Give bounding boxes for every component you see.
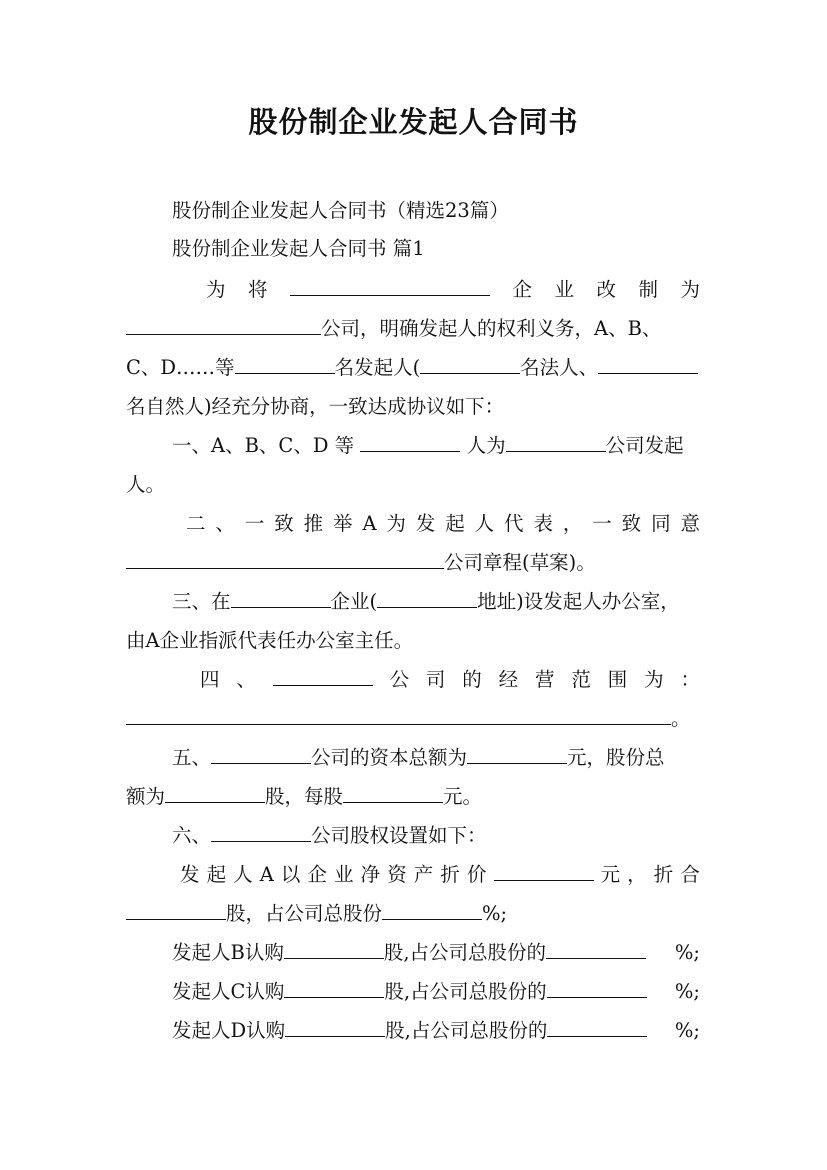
blank-field	[235, 353, 335, 374]
blank-field	[211, 743, 311, 764]
subscription-text	[172, 938, 646, 968]
p3-char: 人	[474, 512, 495, 535]
subscription-label: 发起人B认购	[172, 941, 284, 964]
p5-line2	[126, 704, 691, 734]
p1-line1	[206, 275, 700, 305]
subscription-percent: %;	[674, 941, 700, 964]
document-subtitle: 股份制企业发起人合同书（精选23篇）	[172, 199, 509, 222]
p6-text: 元，股份总	[567, 746, 665, 769]
p5-char: 经	[498, 668, 519, 691]
p3-text: 公司章程(草案)。	[444, 551, 596, 574]
p3-char: 同	[651, 512, 671, 535]
blank-field	[284, 977, 384, 998]
blank-field	[420, 353, 520, 374]
blank-field	[494, 860, 594, 881]
blank-field	[382, 899, 482, 920]
p5-char: 的	[462, 668, 482, 691]
p8-char: 起	[206, 863, 227, 886]
p6-text: 元。	[443, 785, 483, 808]
blank-field	[231, 587, 331, 608]
p1-line4: 名自然人)经充分协商，一致达成协议如下：	[126, 395, 505, 418]
p1-line2	[126, 314, 661, 344]
p2-line1	[172, 431, 684, 461]
p3-char: A	[362, 512, 377, 535]
blank-field	[547, 1016, 647, 1037]
subscription-percent: %;	[674, 980, 700, 1003]
p1-char: 业	[554, 278, 574, 301]
subscription-row-b	[172, 938, 700, 968]
p2-text: 公司发起	[605, 434, 684, 457]
p5-char: 、	[236, 668, 256, 691]
subscription-label: 股,占公司总股份的	[383, 941, 547, 964]
p6-text: 公司的资本总额为	[311, 746, 468, 769]
blank-field	[547, 977, 647, 998]
blank-field	[211, 821, 311, 842]
p1-char: 改	[596, 278, 616, 301]
p8-char: 资	[387, 863, 407, 886]
p8-text: %;	[482, 902, 508, 925]
blank-field	[290, 275, 490, 296]
blank-field	[126, 314, 321, 335]
p4-text: 三、在	[172, 590, 231, 613]
p8-line2	[126, 899, 507, 929]
blank-field	[284, 938, 384, 959]
p3-char: 举	[333, 512, 353, 535]
p1-char: 为	[680, 278, 700, 301]
blank-field	[598, 353, 698, 374]
p3-char: ，	[562, 512, 583, 535]
p8-char: 业	[334, 863, 354, 886]
subscription-row-c	[172, 977, 700, 1007]
p3-char: 为	[386, 512, 406, 535]
p3-char: 、	[215, 512, 235, 535]
blank-field	[360, 431, 460, 452]
p8-char: 以	[280, 863, 301, 886]
blank-field	[165, 782, 265, 803]
blank-field	[126, 548, 444, 569]
p8-char: ，	[627, 863, 647, 886]
p7-text: 公司股权设置如下：	[311, 824, 487, 847]
p1-char: 企	[512, 278, 532, 301]
blank-field	[126, 704, 671, 725]
subscription-text	[172, 1016, 647, 1046]
p3-char: 代	[504, 512, 524, 535]
p8-char: 合	[680, 863, 700, 886]
blank-field	[546, 938, 646, 959]
p8-char: 人	[233, 863, 253, 886]
blank-field	[273, 665, 373, 686]
p4-text: 地址)设发起人办公室，	[477, 590, 680, 613]
p5-char: ：	[680, 668, 700, 691]
p5-char: 营	[535, 668, 555, 691]
subscription-label: 股,占公司总股份的	[385, 1019, 548, 1042]
p1-text: C、D……等	[126, 356, 235, 379]
blank-field	[126, 899, 226, 920]
p6-line2	[126, 782, 482, 812]
p8-char: 净	[360, 863, 381, 886]
p1-line3	[126, 353, 698, 383]
subscription-row-d	[172, 1016, 700, 1046]
p3-char: 意	[680, 512, 700, 535]
blank-field	[377, 587, 477, 608]
p1-char: 制	[638, 278, 658, 301]
p6-line1	[172, 743, 665, 773]
section-heading: 股份制企业发起人合同书 篇1	[172, 237, 425, 260]
p7-line1	[172, 821, 487, 851]
document-title: 股份制企业发起人合同书	[248, 105, 579, 139]
p4-text: 企业(	[330, 590, 378, 613]
subscription-label: 股,占公司总股份的	[384, 980, 547, 1003]
subscription-percent: %;	[674, 1019, 700, 1042]
p1-text: 名发起人(	[334, 356, 421, 379]
subscription-label: 发起人D认购	[172, 1019, 286, 1042]
p2-text: 一、A、B、C、D 等	[172, 434, 355, 457]
blank-field	[285, 1016, 385, 1037]
p5-char: 范	[571, 668, 591, 691]
p8-char: 价	[466, 863, 487, 886]
p8-char: A	[259, 863, 274, 886]
p5-char: 公	[389, 668, 410, 691]
p3-char: 二	[186, 512, 206, 535]
p8-text: 股，占公司总股份	[226, 902, 383, 925]
p5-char: 为	[644, 668, 664, 691]
p7-text: 六、	[172, 824, 212, 847]
p5-char: 四	[200, 668, 220, 691]
p1-char: 为	[206, 278, 226, 301]
p5-char: 司	[425, 668, 446, 691]
p8-char: 元	[600, 863, 621, 886]
subscription-label: 发起人C认购	[172, 980, 285, 1003]
p6-text: 五、	[172, 746, 212, 769]
blank-field	[343, 782, 443, 803]
p3-char: 表	[533, 512, 553, 535]
p3-char: 致	[274, 512, 294, 535]
subscription-text	[172, 977, 647, 1007]
p5-text: 。	[671, 707, 691, 730]
blank-field	[506, 431, 606, 452]
p1-text: 公司，明确发起人的权利义务，A、B、	[321, 317, 662, 340]
p3-char: 发	[415, 512, 436, 535]
p8-char: 发	[180, 863, 200, 886]
blank-field	[467, 743, 567, 764]
p8-char: 产	[413, 863, 434, 886]
p3-char: 致	[621, 512, 642, 535]
p3-line2	[126, 548, 596, 578]
p2-text: 人为	[466, 434, 506, 457]
p3-line1	[186, 509, 700, 539]
p3-char: 一	[244, 512, 265, 535]
p4-line2: 由A企业指派代表任办公室主任。	[126, 629, 414, 652]
p8-line1	[180, 860, 700, 890]
p5-char: 围	[607, 668, 628, 691]
p6-text: 股，每股	[265, 785, 344, 808]
p8-char: 企	[307, 863, 327, 886]
p5-line1	[200, 665, 700, 695]
p8-char: 折	[653, 863, 674, 886]
p1-text: 名法人、	[520, 356, 599, 379]
p3-char: 一	[592, 512, 612, 535]
p1-char: 将	[248, 278, 268, 301]
p3-char: 推	[303, 512, 324, 535]
p3-char: 起	[445, 512, 465, 535]
p6-text: 额为	[126, 785, 166, 808]
p4-line1	[172, 587, 680, 617]
p8-char: 折	[440, 863, 460, 886]
p2-line2: 人。	[126, 473, 166, 496]
